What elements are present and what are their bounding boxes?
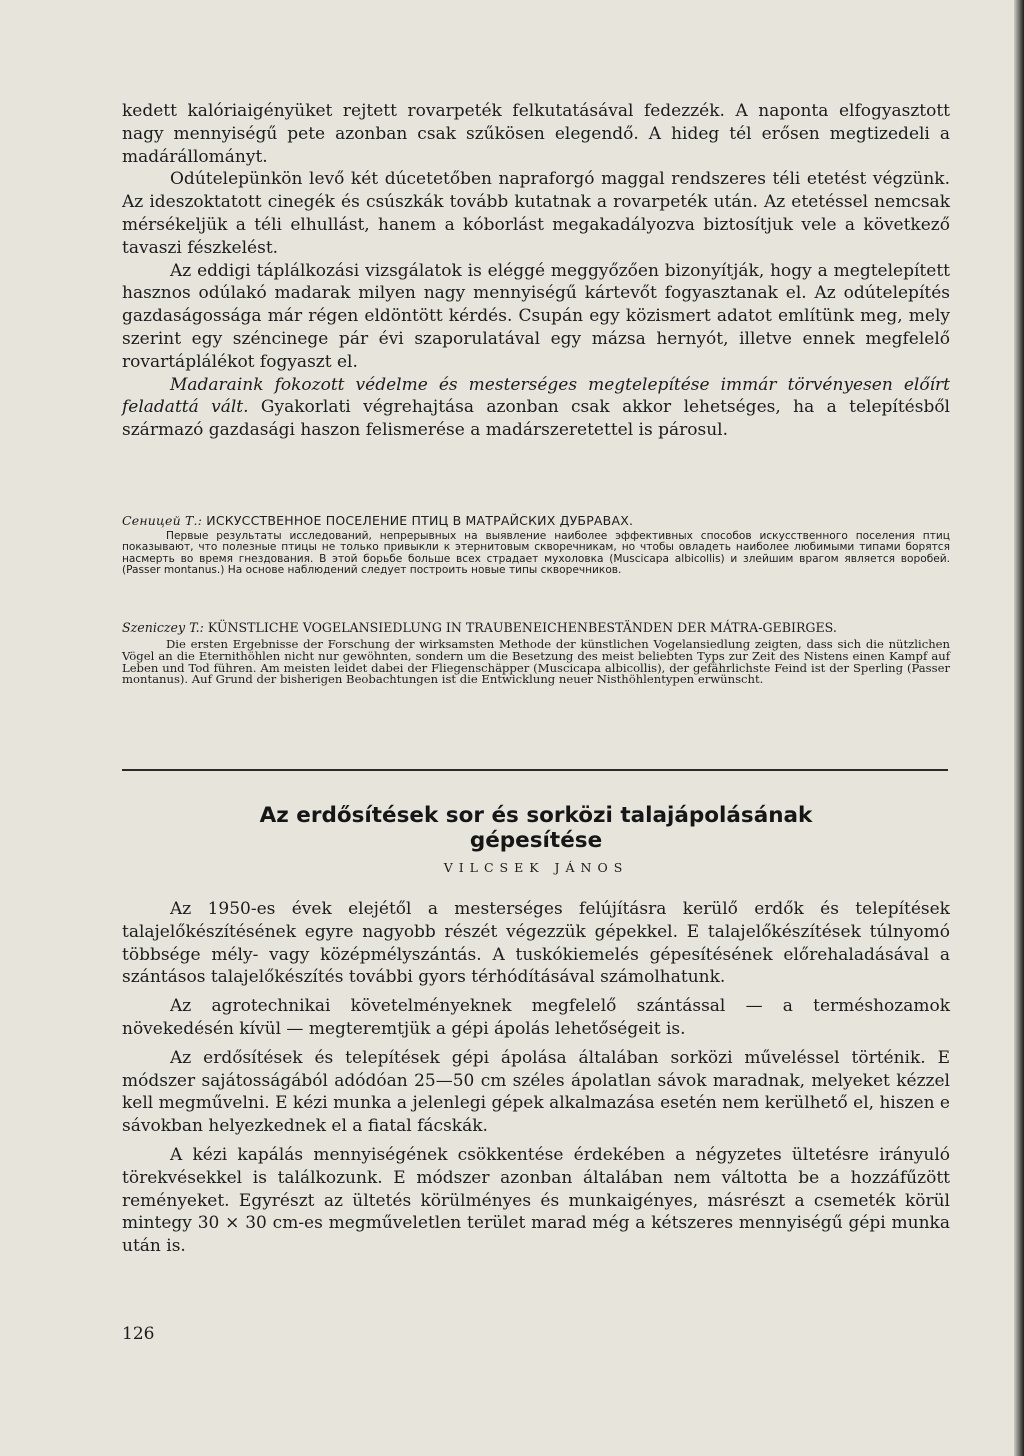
italic-text: Madaraink fokozott védelme és mesterséges megtelepítése immár törvényesen előírt feladattá vált. (122, 374, 950, 418)
paragraph: Az erdősítések és telepítések gépi ápolása általában sorközi műveléssel történik. E módszer sajátosságából adódóan 25—50 cm széles ápolatlan sávok maradnak, melyeket kézzel kell megművelni. E kézi munka a jelenlegi gépek alkalmazása esetén nem kerülhető el, hiszen e sávokban helyezkednek el a fiatal fácskák. (122, 1047, 950, 1137)
abstract-heading (122, 513, 950, 528)
paragraph: Az eddigi táplálkozási vizsgálatok is eléggé meggyőzően bizonyítják, hogy a megtelepített hasznos odúlakó madarak milyen nagy mennyiségű kártevőt fogyasztanak el. Az odútelepítés gazdaságossága már régen eldöntött kérdés. Csupán egy közismert adatot említünk meg, mely szerint egy széncinege pár évi szaporulatával egy mázsa hernyót, illetve ennek megfelelő rovartáplálékot fogyaszt el. (122, 260, 950, 372)
page-number: 126 (122, 1324, 155, 1344)
article-title-line: gépesítése (469, 828, 603, 853)
abstract-text: Die ersten Ergebnisse der Forschung der wirksamsten Methode der künstlichen Vogelansiedlung zeigten, dass sich die nützlichen Vögel an die Eternithöhlen nicht nur gewöhnten, sondern um die Besetzung des meist beliebten Typs zur Zeit des Nistens einen Kampf auf Leben und Tod führen. Am meisten leidet dabei der Fliegenschäpper (Muscicapa albicollis), der gefährlichste Feind ist der Sperling (Passer montanus). Auf Grund der bisherigen Beobachtungen ist die Entwicklung neuer Nisthöhlentypen erwünscht. (122, 637, 950, 687)
paragraph: Odútelepünkön levő két dúcetetőben napraforgó maggal rendszeres téli etetést végzünk. Az ideszoktatott cinegék és csúszkák tovább kutatnak a rovarpeték után. Az etetéssel nemcsak mérsékeljük a téli elhullást, hanem a kóborlást megakadályozva biztosítjuk vele a következő tavaszi fészkelést. (122, 169, 950, 258)
abstract-text: Первые результаты исследований, непрерывных на выявление наиболее эффективных способов искусственного поселения птиц показывают, что полезные птицы не только привыкли к этернитовым скворечникам, но чтобы овладеть наиболее любимыми типами борятся насмерть во время гнездования. В этой борьбе больше всех страдает мухоловка (Muscicapa albicollis) и злейшим врагом является воробей. (Passer montanus.) На основе наблюдений следует построить новые типы скворечников. (122, 530, 950, 577)
abstract-title: ИСКУССТВЕННОЕ ПОСЕЛЕНИЕ ПТИЦ В МАТРАЙСКИХ ДУБРАВАХ. (202, 513, 634, 528)
page-edge-shadow (1014, 0, 1024, 1456)
paragraph (122, 374, 950, 442)
abstract-title: KÜNSTLICHE VOGELANSIEDLUNG IN TRAUBENEICHENBESTÄNDEN DER MÁTRA-GEBIRGES. (203, 620, 837, 635)
top-text-block (122, 100, 950, 442)
abstract-german (122, 621, 950, 686)
text: Gyakorlati végrehajtása azonban csak akkor lehetséges, ha a telepítésből származó gazdasági haszon felismerése a madárszeretettel is párosul. (122, 397, 950, 441)
section-divider (122, 769, 948, 771)
article-author: VILCSEK JÁNOS (443, 860, 629, 875)
abstract-author: Szeniczey T.: (122, 620, 204, 635)
paragraph: Az agrotechnikai követelményeknek megfelelő szántással — a terméshozamok növekedésén kívül — megteremtjük a gépi ápolás lehetőségeit is. (122, 996, 950, 1039)
abstract-heading (122, 621, 950, 634)
article-title (122, 803, 950, 853)
abstract-russian (122, 513, 950, 577)
paragraph: A kézi kapálás mennyiségének csökkentése érdekében a négyzetes ültetésre irányuló törekvésekkel is találkozunk. E módszer azonban általában nem váltotta be a hozzáfűzött reményeket. Egyrészt az ültetés körülményes és munkaigényes, másrészt a csemeték körül mintegy 30 ⨯ 30 cm-es megműveletlen terület marad még a kétszeres mennyiségű gépi munka után is. (122, 1144, 950, 1257)
abstract-author: Сеницей Т.: (122, 513, 203, 528)
paragraph: Az 1950-es évek elejétől a mesterséges felújításra kerülő erdők és telepítések talajelőkészítésének egyre nagyobb részét végezzük gépekkel. E talajelőkészítések túlnyomó többsége mély- vagy középmélyszántás. A tuskókiemelés gépesítésének előrehaladásával a szántásos talajelőkészítés további gyors térhódításával számolhatunk. (122, 899, 950, 988)
paragraph: kedett kalóriaigényüket rejtett rovarpeték felkutatásával fedezzék. A naponta elfogyasztott nagy mennyiségű pete azonban csak szűkösen elegendő. A hideg tél erősen megtizedeli a madárállományt. (122, 101, 950, 167)
article-body (122, 898, 950, 1258)
article-title-line: Az erdősítések sor és sorközi talajápolásának (259, 803, 813, 828)
